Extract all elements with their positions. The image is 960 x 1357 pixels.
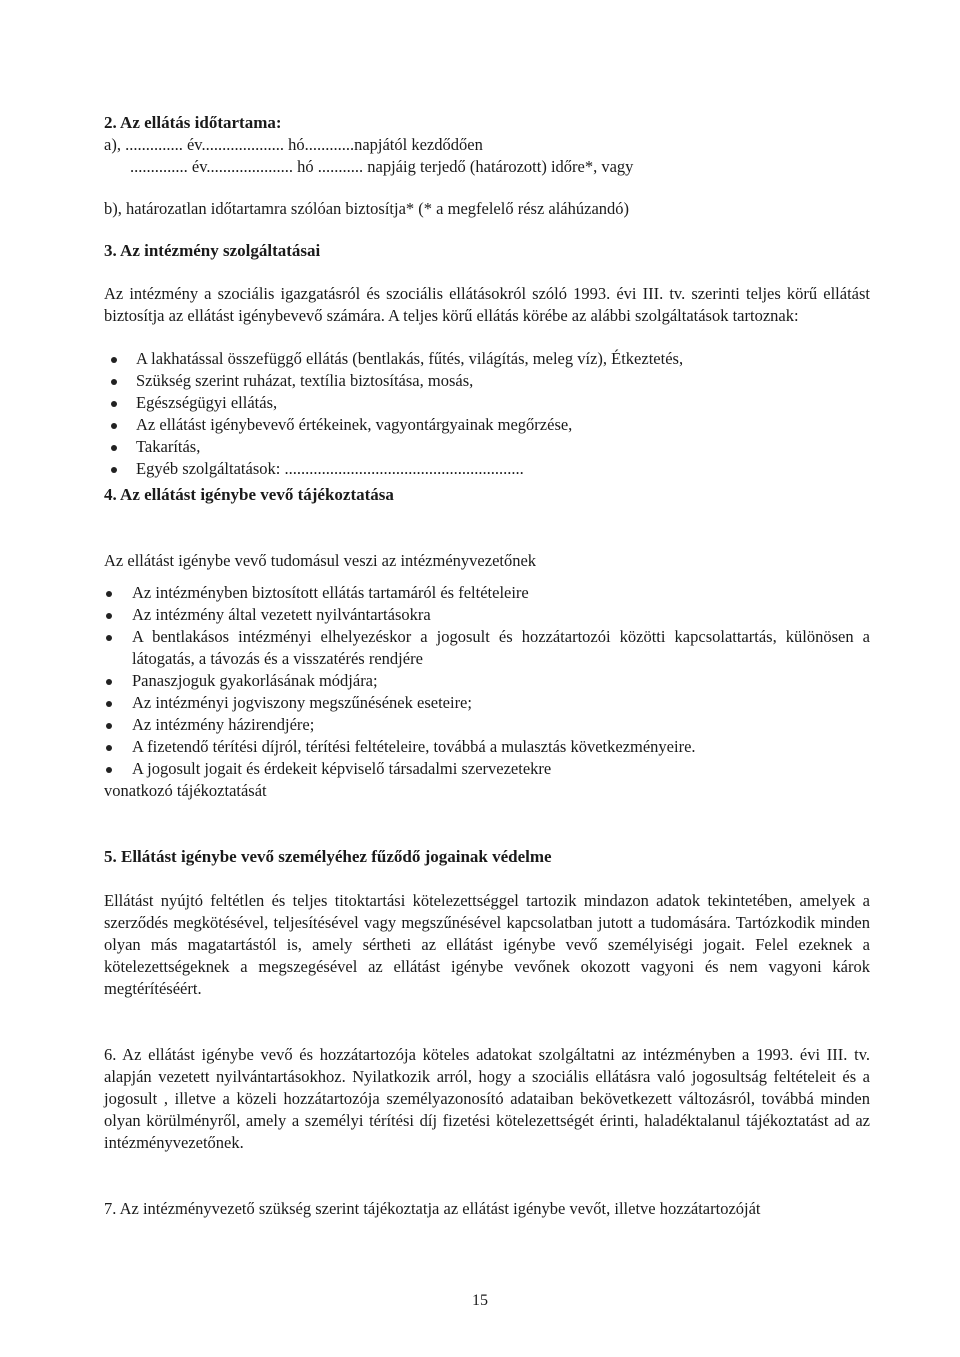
bullet-icon bbox=[106, 679, 112, 685]
bullet-icon bbox=[106, 745, 112, 751]
list-item: Egyéb szolgáltatások: .......................................................... bbox=[104, 458, 870, 480]
section-5-body: Ellátást nyújtó feltétlen és teljes titoktartási kötelezettséggel tartozik mindazon adatok tekintetében, amelyek a szerződés megkötésével, teljesítésével vagy megszűnésével kapcsolatban jutott a tudomására. Tartózkodik minden olyan más magatartástól is, amely sértheti az ellátást igénybe vevő személyiségi jogait. Felel ezeknek a kötelezettségeknek a megszegésével az ellátást igénybe vevőnek okozott vagyoni és nem vagyoni károk megtérítéséért. bbox=[104, 891, 870, 998]
bullet-icon bbox=[111, 379, 117, 385]
section-3-intro: Az intézmény a szociális igazgatásról és szociális ellátásokról szóló 1993. évi III. tv. szerinti teljes körű ellátást biztosítja az ellátást igénybevevő számára. A teljes körű ellátás körébe az alábbi szolgáltatások tartoznak: bbox=[104, 284, 870, 325]
section-7-body: 7. Az intézményvezető szükség szerint tájékoztatja az ellátást igénybe vevőt, illetve hozzátartozóját bbox=[104, 1199, 761, 1218]
list-item: A jogosult jogait és érdekeit képviselő társadalmi szervezetekre bbox=[104, 758, 870, 780]
bullet-icon bbox=[111, 467, 117, 473]
bullet-icon bbox=[111, 357, 117, 363]
list-item: Az intézmény által vezetett nyilvántartásokra bbox=[104, 604, 870, 626]
section-4-heading: 4. Az ellátást igénybe vevő tájékoztatása bbox=[104, 485, 394, 504]
list-item: A fizetendő térítési díjról, térítési feltételeire, továbbá a mulasztás következményeire. bbox=[104, 736, 870, 758]
section-2-line-a1: a), .............. év.................... hó............napjától kezdődően bbox=[104, 135, 483, 154]
section-4-outro: vonatkozó tájékoztatását bbox=[104, 781, 267, 800]
bullet-icon bbox=[106, 591, 112, 597]
bullet-icon bbox=[111, 401, 117, 407]
section-2-heading: 2. Az ellátás időtartama: bbox=[104, 113, 282, 132]
list-item: Az ellátást igénybevevő értékeinek, vagyontárgyainak megőrzése, bbox=[104, 414, 870, 436]
list-item: A lakhatással összefüggő ellátás (bentlakás, fűtés, világítás, meleg víz), Étkeztetés, bbox=[104, 348, 870, 370]
bullet-icon bbox=[106, 767, 112, 773]
list-item: Az intézményi jogviszony megszűnésének eseteire; bbox=[104, 692, 870, 714]
section-3-list bbox=[104, 348, 870, 480]
page-number: 15 bbox=[472, 1292, 488, 1309]
document-page bbox=[104, 112, 870, 1220]
bullet-icon bbox=[106, 723, 112, 729]
list-item: Panaszjoguk gyakorlásának módjára; bbox=[104, 670, 870, 692]
list-item: Egészségügyi ellátás, bbox=[104, 392, 870, 414]
bullet-icon bbox=[106, 613, 112, 619]
section-5-heading: 5. Ellátást igénybe vevő személyéhez fűződő jogainak védelme bbox=[104, 847, 552, 866]
list-item: A bentlakásos intézményi elhelyezéskor a jogosult és hozzátartozói közötti kapcsolattartás, különösen a látogatás, a távozás és a visszatérés rendjére bbox=[104, 626, 870, 670]
section-4-intro: Az ellátást igénybe vevő tudomásul veszi az intézményvezetőnek bbox=[104, 551, 537, 570]
section-6-body: 6. Az ellátást igénybe vevő és hozzátartozója köteles adatokat szolgáltatni az intézményben a 1993. évi III. tv. alapján vezetett nyilvántartásokhoz. Nyilatkozik arról, hogy a szociális ellátásra való jogosultság feltételeit és a jogosult , illetve a közeli hozzátartozója személyazonosító adataiban bekövetkezett változásról, továbbá minden olyan körülményről, amely a személyi térítési díj fizetési kötelezettségét érinti, haladéktalanul tájékoztatást ad az intézményvezetőnek. bbox=[104, 1045, 870, 1152]
section-4-list bbox=[104, 582, 870, 780]
bullet-icon bbox=[111, 423, 117, 429]
bullet-icon bbox=[111, 445, 117, 451]
bullet-icon bbox=[106, 635, 112, 641]
bullet-icon bbox=[106, 701, 112, 707]
section-2-line-b: b), határozatlan időtartamra szólóan biztosítja* (* a megfelelő rész aláhúzandó) bbox=[104, 199, 630, 218]
list-item: Az intézmény házirendjére; bbox=[104, 714, 870, 736]
list-item: Az intézményben biztosított ellátás tartamáról és feltételeire bbox=[104, 582, 870, 604]
list-item: Takarítás, bbox=[104, 436, 870, 458]
list-item: Szükség szerint ruházat, textília biztosítása, mosás, bbox=[104, 370, 870, 392]
section-3-heading: 3. Az intézmény szolgáltatásai bbox=[104, 241, 321, 260]
section-2-line-a2: .............. év..................... hó ........... napjáig terjedő (határozott) időre*, vagy bbox=[130, 157, 634, 176]
